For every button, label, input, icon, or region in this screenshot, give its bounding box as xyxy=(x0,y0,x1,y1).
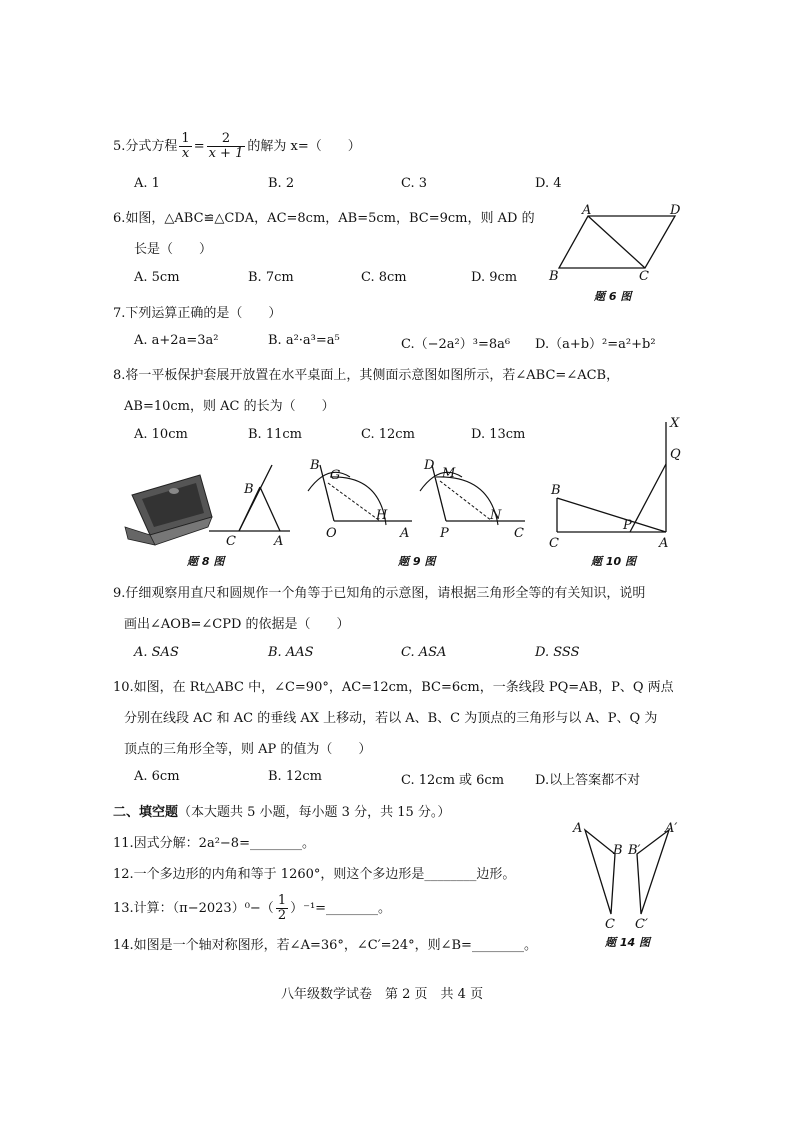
q9-option-b: B. AAS xyxy=(268,645,314,660)
fig6-label-c: C xyxy=(639,269,649,284)
page-footer: 八年级数学试卷 第 2 页 共 4 页 xyxy=(281,987,484,1002)
q13-fraction xyxy=(276,894,288,923)
q10-line-1: 10.如图，在 Rt△ABC 中，∠C=90°，AC=12cm，BC=6cm，一条线段 PQ=AB，P、Q 两点 xyxy=(113,680,674,695)
q5-suffix: 的解为 x=（ ） xyxy=(247,139,361,154)
fig14-label-c: C xyxy=(605,917,615,932)
q8-line-2: AB=10cm，则 AC 的长为（ ） xyxy=(124,399,335,414)
question-11: 11.因式分解：2a²−8=________。 xyxy=(113,836,315,851)
q5-option-d: D. 4 xyxy=(535,176,562,191)
q8-option-d: D. 13cm xyxy=(471,427,526,442)
fig10-label-q: Q xyxy=(670,447,681,462)
fig10-label-p: P xyxy=(623,518,632,533)
q7-option-a: A. a+2a=3a² xyxy=(134,333,219,348)
q5-fraction-2 xyxy=(207,132,246,161)
q7-option-b: B. a²·a³=a⁵ xyxy=(268,333,340,348)
diagonal-ac xyxy=(588,216,645,268)
q5-f2-den: x + 1 xyxy=(208,146,244,161)
q8-line-1: 8.将一平板保护套展开放置在水平桌面上，其侧面示意图如图所示，若∠ABC=∠ACB， xyxy=(113,368,620,383)
q13-f-den: 2 xyxy=(277,908,287,923)
fig14-label-b-prime: B′ xyxy=(628,843,641,858)
fig14-label-c-prime: C′ xyxy=(635,917,648,932)
fig10-label-a: A xyxy=(659,536,669,551)
q5-f1-den: x xyxy=(181,146,190,161)
fig6-label-d: D xyxy=(670,203,681,218)
q9-option-c: C. ASA xyxy=(401,645,447,660)
figure-14 xyxy=(565,818,690,953)
q5-f2-num: 2 xyxy=(207,132,246,147)
q6-option-a: A. 5cm xyxy=(134,270,180,285)
fig14-label-a: A xyxy=(573,821,583,836)
fig9-label-c: C xyxy=(514,526,524,541)
q5-fraction-1 xyxy=(179,132,191,161)
fig6-label-a: A xyxy=(582,203,592,218)
fig14-caption: 题 14 图 xyxy=(605,936,650,949)
fig9-label-b: B xyxy=(310,458,320,473)
fig9-label-p: P xyxy=(440,526,449,541)
fig14-label-b: B xyxy=(613,843,623,858)
q10-option-d: D.以上答案都不对 xyxy=(535,773,641,788)
q6-option-d: D. 9cm xyxy=(471,270,518,285)
q9-option-d: D. SSS xyxy=(535,645,580,660)
q13-f-num: 1 xyxy=(277,893,287,908)
q5-option-c: C. 3 xyxy=(401,176,428,191)
q5-f1-num: 1 xyxy=(181,131,190,146)
fig8-label-c: C xyxy=(226,534,236,549)
q9-line-1: 9.仔细观察用直尺和圆规作一个角等于已知角的示意图，请根据三角形全等的有关知识，说明 xyxy=(113,586,646,601)
fig9-label-a: A xyxy=(400,526,410,541)
q10-line-3: 顶点的三角形全等，则 AP 的值为（ ） xyxy=(124,742,372,757)
question-14: 14.如图是一个轴对称图形，若∠A=36°，∠C′=24°，则∠B=________。 xyxy=(113,938,537,953)
q6-option-c: C. 8cm xyxy=(361,270,407,285)
fig14-triangle-right xyxy=(637,830,669,914)
q13-prefix: 13.计算：（π−2023）⁰−（ xyxy=(113,901,274,916)
q6-line-1: 6.如图，△ABC≌△CDA，AC=8cm，AB=5cm，BC=9cm，则 AD 的 xyxy=(113,211,535,226)
fig8-label-b: B xyxy=(244,482,254,497)
q9-line-2: 画出∠AOB=∠CPD 的依据是（ ） xyxy=(124,617,350,632)
fig9-label-d: D xyxy=(424,458,435,473)
fig14-triangle-left xyxy=(585,830,615,914)
fig9-label-o: O xyxy=(326,526,337,541)
q7-option-c: C.（−2a²）³=8a⁶ xyxy=(401,337,511,352)
q7-option-d: D.（a+b）²=a²+b² xyxy=(535,337,656,352)
q5-option-a: A. 1 xyxy=(134,176,160,191)
fig9-label-h: H xyxy=(376,508,388,523)
fig9-dashed-gh xyxy=(328,483,380,521)
fig9-caption: 题 9 图 xyxy=(398,555,436,568)
q5-option-b: B. 2 xyxy=(268,176,295,191)
tablet-case-image xyxy=(125,475,212,545)
fig8-caption: 题 8 图 xyxy=(187,555,225,568)
question-12: 12.一个多边形的内角和等于 1260°，则这个多边形是________边形。 xyxy=(113,867,516,882)
fig10-label-x: X xyxy=(670,416,680,431)
fig10-line-pq xyxy=(630,464,666,532)
q10-option-c: C. 12cm 或 6cm xyxy=(401,773,505,788)
q6-line-2: 长是（ ） xyxy=(134,242,213,257)
fig6-caption: 题 6 图 xyxy=(594,290,632,303)
question-5 xyxy=(113,132,361,161)
fig9-label-n: N xyxy=(490,508,502,523)
q5-prefix: 5.分式方程 xyxy=(113,139,178,154)
question-13 xyxy=(113,894,391,923)
figure-10 xyxy=(545,412,695,570)
q13-suffix: ）⁻¹=________。 xyxy=(290,901,392,916)
q7-line-1: 7.下列运算正确的是（ ） xyxy=(113,306,282,321)
figure-8 xyxy=(120,455,300,570)
section-2-heading xyxy=(113,801,450,820)
section-2-title: 二、填空题 xyxy=(113,805,179,820)
q8-option-c: C. 12cm xyxy=(361,427,415,442)
fig10-label-b: B xyxy=(551,483,561,498)
fig10-line-ba xyxy=(557,498,666,532)
q10-option-b: B. 12cm xyxy=(268,769,322,784)
figure-6 xyxy=(545,200,695,310)
fig10-label-c: C xyxy=(549,536,559,551)
q8-option-b: B. 11cm xyxy=(248,427,302,442)
figure-9 xyxy=(300,455,540,570)
fig9-label-m: M xyxy=(442,466,456,481)
fig9-label-g: G xyxy=(330,468,341,483)
fig8-label-a: A xyxy=(274,534,284,549)
fig10-caption: 题 10 图 xyxy=(591,555,636,568)
q6-option-b: B. 7cm xyxy=(248,270,294,285)
q8-option-a: A. 10cm xyxy=(134,427,188,442)
fig14-label-a-prime: A′ xyxy=(665,821,678,836)
fig9-arc-1 xyxy=(308,472,350,491)
section-2-note: （本大题共 5 小题，每小题 3 分，共 15 分。） xyxy=(178,805,451,820)
q9-option-a: A. SAS xyxy=(134,645,179,660)
q5-eq: = xyxy=(193,139,205,154)
fig6-label-b: B xyxy=(549,269,559,284)
fig9-dashed-mn xyxy=(440,481,492,521)
fig8-line-ba xyxy=(260,487,280,531)
q10-option-a: A. 6cm xyxy=(134,769,180,784)
q10-line-2: 分别在线段 AC 和 AC 的垂线 AX 上移动，若以 A、B、C 为顶点的三角形与以 A、P、Q 为 xyxy=(124,711,658,726)
